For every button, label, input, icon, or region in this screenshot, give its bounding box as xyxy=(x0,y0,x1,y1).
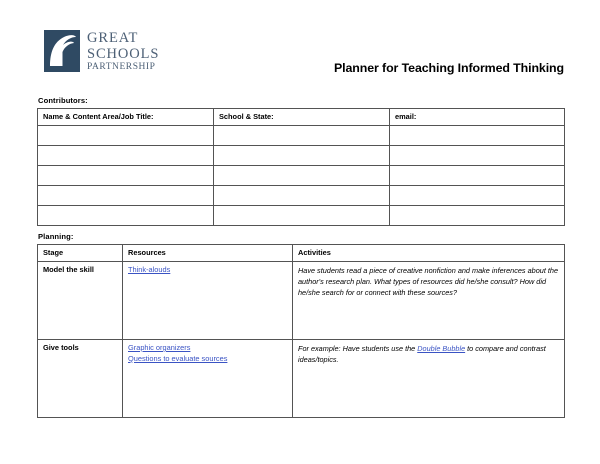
logo-word-schools: SCHOOLS xyxy=(87,45,160,62)
table-row xyxy=(38,185,565,205)
document-header xyxy=(0,0,600,92)
contributors-table xyxy=(37,108,565,226)
planning-section-label: Planning: xyxy=(38,232,74,241)
page-title: Planner for Teaching Informed Thinking xyxy=(333,61,564,75)
double-bubble-link[interactable]: Double Bubble xyxy=(417,343,466,353)
table-row xyxy=(38,261,565,339)
column-header-stage: Stage xyxy=(38,245,123,262)
cell-name[interactable] xyxy=(38,185,214,205)
activity-text: Have students read a piece of creative nonfiction and make inferences about the author's research plan. What types of resources did he/she consult? How did he/she search for or connect with these sources? xyxy=(298,265,559,298)
table-row xyxy=(38,125,565,145)
cell-school[interactable] xyxy=(214,145,390,165)
logo-word-great: GREAT xyxy=(87,30,139,46)
table-header-row xyxy=(38,109,565,126)
cell-name[interactable] xyxy=(38,145,214,165)
cell-name[interactable] xyxy=(38,205,214,225)
cell-activities xyxy=(293,261,565,339)
column-header-resources: Resources xyxy=(123,245,293,262)
logo-wordmark xyxy=(87,31,159,73)
column-header-school: School & State: xyxy=(214,109,390,126)
cell-email[interactable] xyxy=(390,125,565,145)
cell-activities xyxy=(293,339,565,417)
table-row xyxy=(38,165,565,185)
planning-table xyxy=(37,244,565,418)
table-row xyxy=(38,145,565,165)
great-schools-partnership-logo xyxy=(44,30,159,73)
resource-link[interactable]: Graphic organizers xyxy=(128,342,191,352)
cell-school[interactable] xyxy=(214,205,390,225)
cell-resources xyxy=(123,339,293,417)
resource-link[interactable]: Think-alouds xyxy=(128,264,171,274)
cell-email[interactable] xyxy=(390,185,565,205)
cell-resources xyxy=(123,261,293,339)
activity-text-part: to compare and contrast ideas/topics. xyxy=(298,343,546,365)
cell-stage: Model the skill xyxy=(38,261,123,339)
cell-school[interactable] xyxy=(214,165,390,185)
activity-text-part: For example: Have students use the xyxy=(298,343,418,353)
column-header-name: Name & Content Area/Job Title: xyxy=(38,109,214,126)
logo-word-partnership: PARTNERSHIP xyxy=(87,62,156,72)
resource-link[interactable]: Questions to evaluate sources xyxy=(128,353,228,363)
cell-school[interactable] xyxy=(214,125,390,145)
logo-leaf-icon xyxy=(44,30,80,72)
table-header-row xyxy=(38,245,565,262)
contributors-section-label: Contributors: xyxy=(38,96,88,105)
table-row xyxy=(38,205,565,225)
cell-email[interactable] xyxy=(390,145,565,165)
cell-name[interactable] xyxy=(38,125,214,145)
cell-email[interactable] xyxy=(390,165,565,185)
activity-text xyxy=(298,343,560,365)
table-row xyxy=(38,339,565,417)
column-header-activities: Activities xyxy=(293,245,565,262)
cell-name[interactable] xyxy=(38,165,214,185)
cell-email[interactable] xyxy=(390,205,565,225)
cell-school[interactable] xyxy=(214,185,390,205)
column-header-email: email: xyxy=(390,109,565,126)
cell-stage: Give tools xyxy=(38,339,123,417)
